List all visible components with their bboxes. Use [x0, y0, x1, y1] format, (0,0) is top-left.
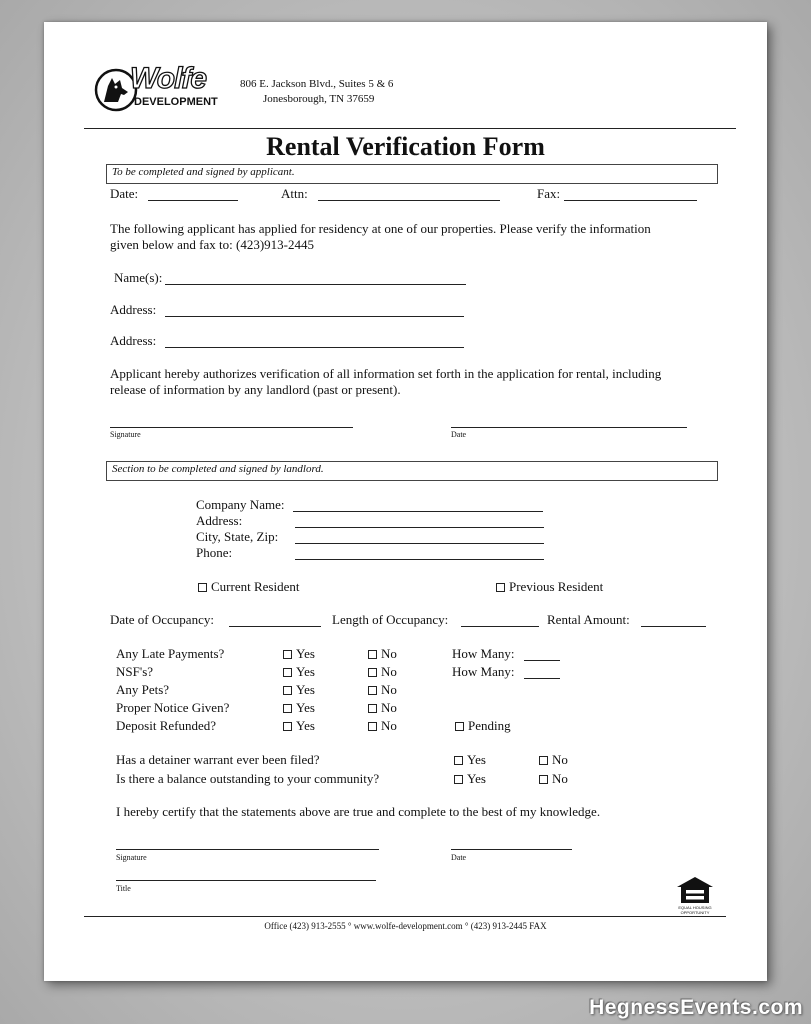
- no-checkbox[interactable]: [368, 668, 377, 677]
- landlord-title-field[interactable]: [116, 880, 376, 881]
- no-option[interactable]: [368, 700, 397, 716]
- question-label: Any Pets?: [116, 682, 170, 697]
- applicant-date-field[interactable]: [451, 427, 687, 428]
- yes-label: Yes: [296, 682, 315, 697]
- footer-rule: [84, 916, 726, 917]
- yes-checkbox[interactable]: [454, 756, 463, 765]
- phone-label: Phone:: [196, 545, 233, 560]
- yes-checkbox[interactable]: [283, 650, 292, 659]
- no-option[interactable]: [368, 646, 397, 662]
- yes-label: Yes: [467, 752, 486, 767]
- city-state-zip-label: City, State, Zip:: [196, 529, 279, 544]
- yes-option[interactable]: [283, 646, 315, 662]
- landlord-header-text: Section to be completed and signed by landlord.: [112, 463, 324, 475]
- yes-option[interactable]: [283, 664, 315, 680]
- landlord-address-field[interactable]: [295, 527, 544, 528]
- landlord-date-label: Date: [451, 853, 467, 862]
- company-address-line2: Jonesborough, TN 37659: [263, 93, 375, 105]
- pending-option[interactable]: [455, 718, 511, 734]
- address-label-1: Address:: [110, 302, 157, 317]
- detainer-yes-option[interactable]: [454, 752, 486, 768]
- landlord-date-field[interactable]: [451, 849, 572, 850]
- address-field-1[interactable]: [165, 316, 464, 317]
- yes-label: Yes: [296, 646, 315, 661]
- fax-label: Fax:: [537, 186, 561, 201]
- how-many-label: How Many:: [452, 646, 515, 661]
- company-address-line1: 806 E. Jackson Blvd., Suites 5 & 6: [240, 78, 394, 90]
- no-label: No: [381, 700, 397, 715]
- length-occupancy-label: Length of Occupancy:: [332, 612, 449, 627]
- landlord-section-header: [106, 461, 718, 481]
- footer-contact: Office (423) 913-2555 ° www.wolfe-development.com ° (423) 913-2445 FAX: [264, 921, 547, 931]
- no-option[interactable]: [368, 718, 397, 734]
- balance-question: Is there a balance outstanding to your community?: [116, 771, 380, 786]
- header-rule: [84, 128, 736, 129]
- no-checkbox[interactable]: [368, 704, 377, 713]
- pending-checkbox[interactable]: [455, 722, 464, 731]
- no-label: No: [381, 718, 397, 733]
- equal-housing-icon: [673, 875, 717, 905]
- names-field[interactable]: [165, 284, 466, 285]
- authorization-line1: Applicant hereby authorizes verification of all information set forth in the application for rental, including: [110, 366, 662, 381]
- no-checkbox[interactable]: [368, 686, 377, 695]
- applicant-signature-label: Signature: [110, 430, 141, 439]
- applicant-header-text: To be completed and signed by applicant.: [112, 166, 295, 178]
- yes-checkbox[interactable]: [283, 704, 292, 713]
- detainer-question: Has a detainer warrant ever been filed?: [116, 752, 320, 767]
- fax-field[interactable]: [564, 200, 697, 201]
- address-field-2[interactable]: [165, 347, 464, 348]
- yes-checkbox[interactable]: [454, 775, 463, 784]
- previous-resident-option[interactable]: [496, 579, 603, 595]
- logo-name: Wolfe: [130, 62, 207, 95]
- certify-statement: I hereby certify that the statements above are true and complete to the best of my knowledge.: [116, 804, 601, 819]
- applicant-date-label: Date: [451, 430, 467, 439]
- date-occupancy-label: Date of Occupancy:: [110, 612, 214, 627]
- how-many-label: How Many:: [452, 664, 515, 679]
- current-resident-label: Current Resident: [211, 579, 300, 594]
- no-checkbox[interactable]: [539, 756, 548, 765]
- question-label: Deposit Refunded?: [116, 718, 217, 733]
- names-label: Name(s):: [114, 270, 163, 285]
- applicant-section-header: [106, 164, 718, 184]
- no-checkbox[interactable]: [539, 775, 548, 784]
- date-occupancy-field[interactable]: [229, 626, 321, 627]
- yes-option[interactable]: [283, 700, 315, 716]
- city-state-zip-field[interactable]: [295, 543, 544, 544]
- equal-housing-text-2: OPPORTUNITY: [680, 910, 710, 915]
- applicant-signature-field[interactable]: [110, 427, 353, 428]
- landlord-title-label: Title: [116, 884, 131, 893]
- question-label: Any Late Payments?: [116, 646, 225, 661]
- phone-field[interactable]: [295, 559, 544, 560]
- no-option[interactable]: [368, 682, 397, 698]
- pending-label: Pending: [468, 718, 511, 733]
- no-checkbox[interactable]: [368, 650, 377, 659]
- no-label: No: [381, 682, 397, 697]
- how-many-field[interactable]: [524, 660, 560, 661]
- question-label: Proper Notice Given?: [116, 700, 230, 715]
- yes-label: Yes: [467, 771, 486, 786]
- attn-field[interactable]: [318, 200, 500, 201]
- equal-housing-logo: [673, 875, 717, 917]
- no-label: No: [381, 664, 397, 679]
- watermark-text: HegnessEvents.com: [589, 996, 803, 1019]
- yes-label: Yes: [296, 664, 315, 679]
- intro-line1: The following applicant has applied for residency at one of our properties. Please verify the information: [110, 221, 651, 236]
- no-label: No: [552, 771, 568, 786]
- detainer-no-option[interactable]: [539, 752, 568, 768]
- yes-label: Yes: [296, 718, 315, 733]
- no-option[interactable]: [368, 664, 397, 680]
- no-checkbox[interactable]: [368, 722, 377, 731]
- logo-sub: DEVELOPMENT: [134, 96, 218, 108]
- company-name-field[interactable]: [293, 511, 543, 512]
- no-label: No: [552, 752, 568, 767]
- rental-amount-label: Rental Amount:: [547, 612, 630, 627]
- yes-option[interactable]: [283, 682, 315, 698]
- balance-yes-option[interactable]: [454, 771, 486, 787]
- address-label-2: Address:: [110, 333, 157, 348]
- rental-amount-field[interactable]: [641, 626, 706, 627]
- company-logo: [94, 62, 218, 114]
- previous-resident-checkbox[interactable]: [496, 583, 505, 592]
- yes-label: Yes: [296, 700, 315, 715]
- intro-line2: given below and fax to: (423)913-2445: [110, 237, 314, 252]
- form-page: [44, 22, 767, 981]
- page-title: Rental Verification Form: [266, 132, 545, 161]
- authorization-line2: release of information by any landlord (past or present).: [110, 382, 401, 397]
- yes-checkbox[interactable]: [283, 668, 292, 677]
- question-label: NSF's?: [116, 664, 154, 679]
- yes-checkbox[interactable]: [283, 722, 292, 731]
- length-occupancy-field[interactable]: [461, 626, 539, 627]
- yes-checkbox[interactable]: [283, 686, 292, 695]
- previous-resident-label: Previous Resident: [509, 579, 604, 594]
- equal-housing-text-1: EQUAL HOUSING: [678, 905, 712, 910]
- yes-option[interactable]: [283, 718, 315, 734]
- attn-label: Attn:: [281, 186, 308, 201]
- company-name-label: Company Name:: [196, 497, 285, 512]
- current-resident-checkbox[interactable]: [198, 583, 207, 592]
- date-field[interactable]: [148, 200, 238, 201]
- landlord-signature-label: Signature: [116, 853, 147, 862]
- landlord-address-label: Address:: [196, 513, 243, 528]
- current-resident-option[interactable]: [198, 579, 299, 595]
- no-label: No: [381, 646, 397, 661]
- balance-no-option[interactable]: [539, 771, 568, 787]
- landlord-signature-field[interactable]: [116, 849, 379, 850]
- how-many-field[interactable]: [524, 678, 560, 679]
- date-label: Date:: [110, 186, 139, 201]
